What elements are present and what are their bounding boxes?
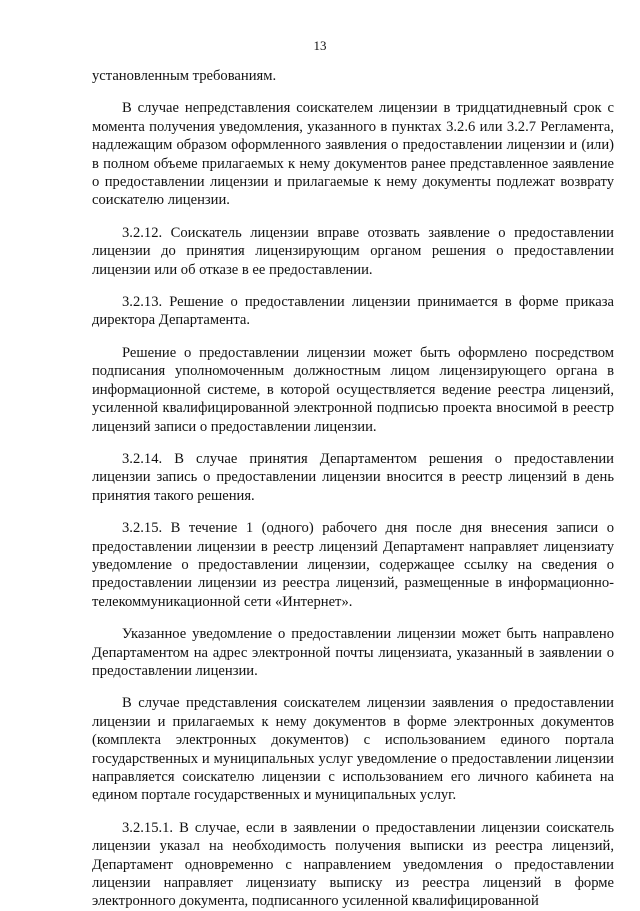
paragraph-electronic-signature: Решение о предоставлении лицензии может быть оформлено посредством подписания уполномоченным должностным лицом лицензирующего органа в информационной системе, в которой осуществляется ведение реестра лицензий, усиленной квалифицированной электронной подписью проекта вносимой в реестр лицензий записи о предоставлении лицензии. bbox=[92, 344, 614, 435]
document-body bbox=[92, 67, 614, 911]
paragraph-3-2-14: 3.2.14. В случае принятия Департаментом решения о предоставлении лицензии запись о предоставлении лицензии вносится в реестр лицензий в день принятия такого решения. bbox=[92, 450, 614, 504]
paragraph-continuation: установленным требованиям. bbox=[92, 68, 277, 84]
page-number: 13 bbox=[313, 38, 327, 53]
paragraph-3-2-15-1: 3.2.15.1. В случае, если в заявлении о предоставлении лицензии соискатель лицензии указал на необходимость получения выписки из реестра лицензий, Департамент одновременно с направлением уведомления о предоставлении лицензии направляет лицензиату выписку из реестра лицензий в форме электронного документа, подписанного усиленной квалифицированной bbox=[92, 819, 614, 910]
paragraph-email-notification: Указанное уведомление о предоставлении лицензии может быть направлено Департаментом на адрес электронной почты лицензиата, указанный в заявлении о предоставлении лицензии. bbox=[92, 626, 614, 679]
paragraph-portal-notification: В случае представления соискателем лицензии заявления о предоставлении лицензии и прилагаемых к нему документов в форме электронных документов (комплекта электронных документов) с использованием единого портала государственных и муниципальных услуг уведомление о предоставлении лицензии направляется соискателю лицензии с использованием его личного кабинета на едином портале государственных и муниципальных услуг. bbox=[92, 695, 614, 804]
paragraph-3-2-12: 3.2.12. Соискатель лицензии вправе отозвать заявление о предоставлении лицензии до принятия лицензирующим органом решения о предоставлении лицензии или об отказе в ее предоставлении. bbox=[92, 224, 614, 278]
paragraph-3-2-13: 3.2.13. Решение о предоставлении лицензии принимается в форме приказа директора Департамента. bbox=[92, 294, 614, 329]
paragraph-3-2-15: 3.2.15. В течение 1 (одного) рабочего дня после дня внесения записи о предоставлении лицензии в реестр лицензий Департамент направляет лицензиату уведомление о предоставлении лицензии, содержащее ссылку на сведения о предоставлении лицензии из реестра лицензий, размещенные в информационно-телекоммуникационной сети «Интернет». bbox=[92, 520, 614, 610]
paragraph-nonsubmission-return: В случае непредставления соискателем лицензии в тридцатидневный срок с момента получения уведомления, указанного в пунктах 3.2.6 или 3.2.7 Регламента, надлежащим образом оформленного заявления о предоставлении лицензии и (или) в полном объеме прилагаемых к нему документов ранее представленное заявление о предоставлении лицензии и прилагаемые к нему документы подлежат возврату соискателю лицензии. bbox=[92, 100, 614, 209]
